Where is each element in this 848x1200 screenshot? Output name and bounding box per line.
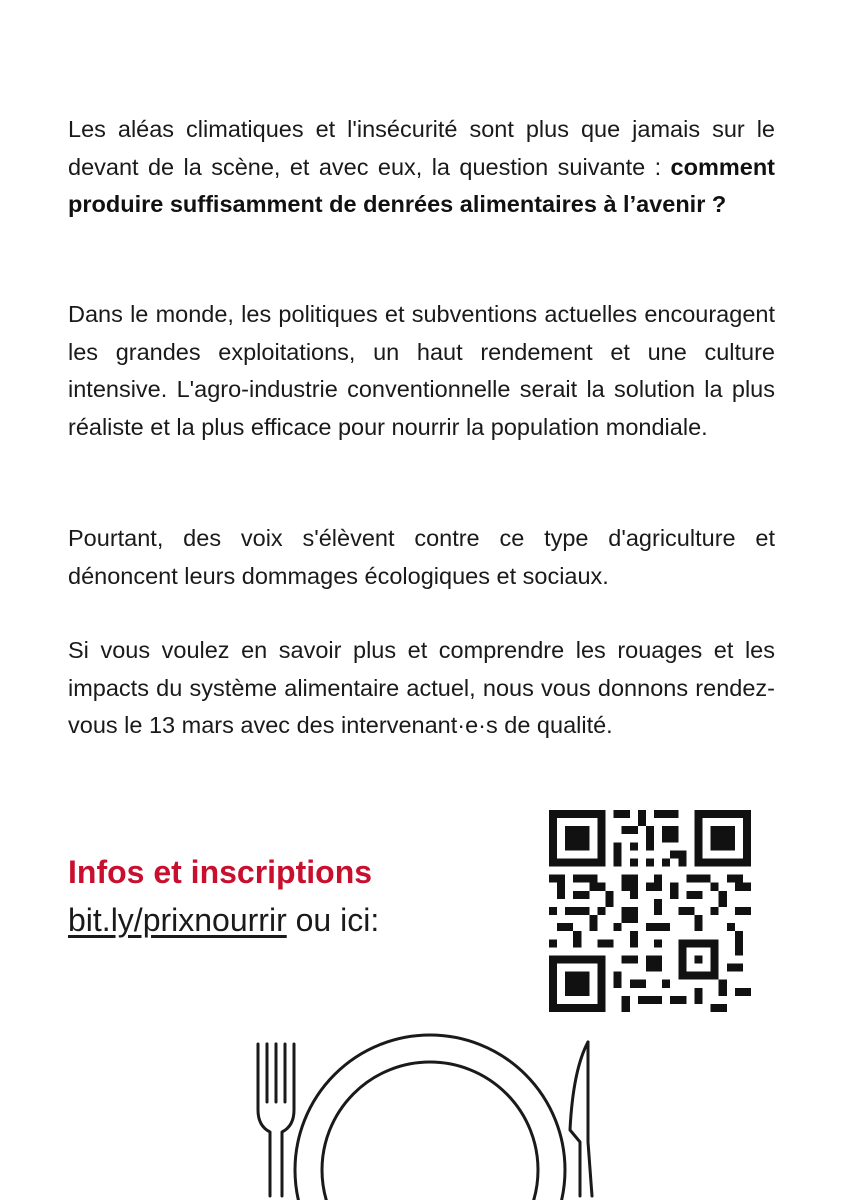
intro-question: comment produire suffisamment de denrées alimentaires à l’avenir ? <box>68 153 775 217</box>
paragraph-criticism: Pourtant, des voix s'élèvent contre ce type d'agriculture et dénoncent leurs dommages écologiques et sociaux. <box>68 525 775 589</box>
infos-title: Infos et inscriptions <box>68 854 373 890</box>
qr-code-icon[interactable] <box>549 810 751 1012</box>
paragraph-invitation: Si vous voulez en savoir plus et comprendre les rouages et les impacts du système alimentaire actuel, nous vous donnons rendez-vous le 13 mars avec des intervenant·e·s de qualité. <box>68 637 775 738</box>
plate-icon <box>295 1035 565 1200</box>
paragraph-policies: Dans le monde, les politiques et subventions actuelles encouragent les grandes exploitations, un haut rendement et une culture intensive. L'agro-industrie conventionnelle serait la solution la plus réaliste et la plus efficace pour nourrir la population mondiale. <box>68 301 775 440</box>
fork-icon <box>258 1044 294 1196</box>
intro-text: Les aléas climatiques et l'insécurité sont plus que jamais sur le devant de la scène, et avec eux, la question suivante : <box>68 116 775 180</box>
link-suffix: ou ici: <box>286 902 380 938</box>
infos-link-line <box>68 898 379 942</box>
intro-paragraph <box>68 111 775 224</box>
knife-icon <box>570 1042 592 1196</box>
registration-link[interactable]: bit.ly/prixnourrir <box>68 902 287 938</box>
tableware-illustration <box>230 1030 630 1200</box>
